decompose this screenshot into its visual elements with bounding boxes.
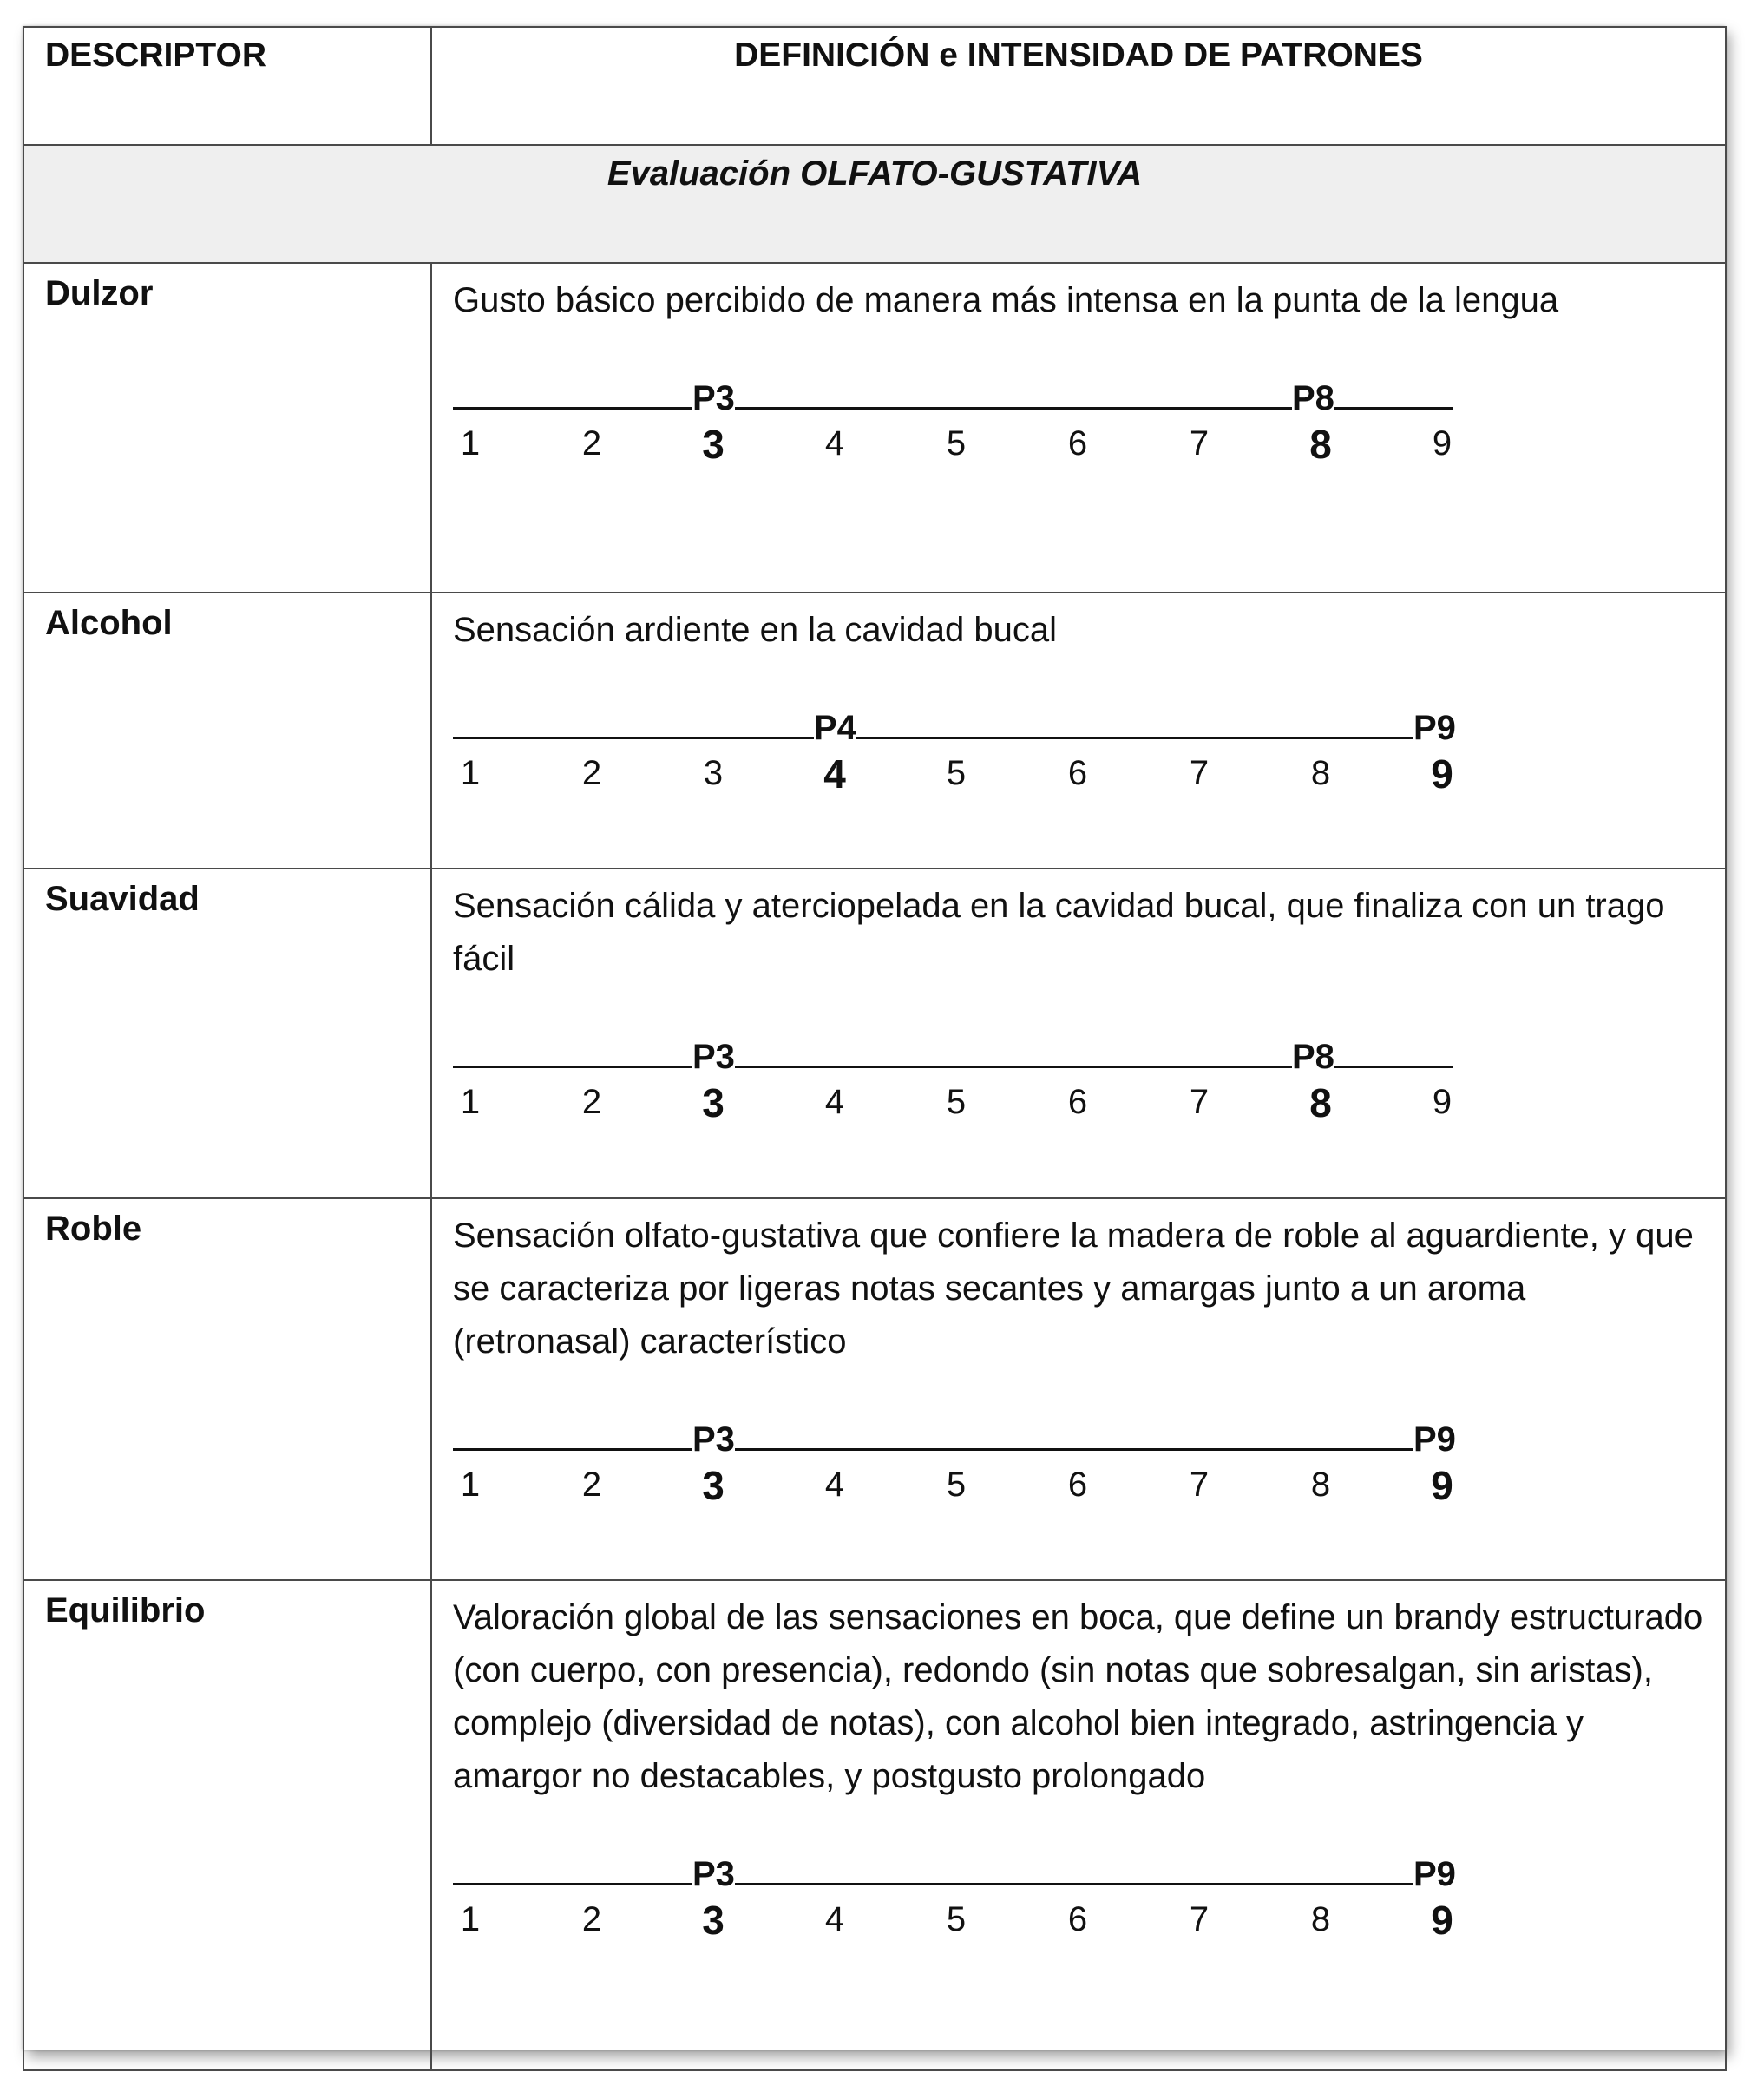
definition-text: Valoración global de las sensaciones en boca, que define un brandy estructurado (con cuerpo, con presencia), redondo (sin notas que sobresalgan, sin aristas), complejo (diversidad de notas), con alcohol bien integrado, astringencia y amargor no destacables, y postgusto prolongado	[453, 1598, 1703, 1795]
definition-text: Sensación olfato-gustativa que confiere la madera de roble al aguardiente, y que se caracteriza por ligeras notas secantes y amargas junto a un aroma (retronasal) característico	[453, 1217, 1694, 1361]
underline-segment	[453, 1852, 692, 1885]
scale-number: 7	[1189, 1466, 1210, 1504]
definition-text: Sensación cálida y aterciopelada en la cavidad bucal, que finaliza con un trago fácil	[453, 887, 1665, 978]
scale-numbers	[453, 1463, 1581, 1518]
scale-number: 5	[946, 1083, 967, 1121]
scale-number-highlighted: 9	[1431, 751, 1453, 797]
definition-text: Sensación ardiente en la cavidad bucal	[453, 611, 1058, 649]
intensity-scale	[453, 705, 1708, 836]
scale-number: 1	[460, 754, 481, 792]
scale-number: 2	[581, 1466, 602, 1504]
scale-number-highlighted: 9	[1431, 1463, 1453, 1508]
scale-number: 2	[581, 424, 602, 462]
scale-numbers	[453, 1900, 1581, 1952]
scale-number-highlighted: 3	[702, 1080, 725, 1125]
header-definicion: DEFINICIÓN e INTENSIDAD DE PATRONES	[431, 27, 1726, 145]
underline-segment	[1334, 376, 1453, 410]
pattern-label: P3	[692, 1420, 735, 1459]
underline-segment	[735, 376, 1292, 410]
table-row	[23, 869, 1726, 1198]
scale-number: 3	[703, 754, 724, 792]
pattern-label: P9	[1413, 1855, 1456, 1893]
underline-segment	[453, 376, 692, 410]
document-page	[23, 26, 1725, 2050]
table-row	[23, 1198, 1726, 1580]
scale-number-highlighted: 8	[1309, 422, 1332, 467]
scale-number-highlighted: 3	[702, 1898, 725, 1943]
pattern-label: P4	[814, 709, 856, 747]
intensity-scale	[453, 1034, 1708, 1164]
pattern-label: P8	[1291, 1038, 1334, 1076]
scale-number: 4	[824, 1083, 845, 1121]
header-descriptor: DESCRIPTOR	[23, 27, 431, 145]
scale-number: 1	[460, 1083, 481, 1121]
scale-number: 4	[824, 1466, 845, 1504]
intensity-scale	[453, 376, 1708, 506]
scale-number: 2	[581, 754, 602, 792]
scale-number: 4	[824, 424, 845, 462]
scale-number: 6	[1067, 1900, 1088, 1938]
scale-number: 8	[1310, 1900, 1331, 1938]
scale-number: 2	[581, 1900, 602, 1938]
scale-number: 6	[1067, 424, 1088, 462]
pattern-label: P3	[692, 1038, 735, 1076]
scale-number-highlighted: 3	[702, 422, 725, 467]
underline-segment	[453, 1417, 692, 1451]
scale-number-highlighted: 8	[1309, 1080, 1332, 1125]
scale-number: 9	[1432, 1083, 1453, 1121]
underline-segment	[735, 1417, 1413, 1451]
intensity-scale	[453, 1417, 1708, 1547]
pattern-line	[453, 705, 1456, 748]
underline-segment	[1334, 1034, 1453, 1068]
scale-number: 5	[946, 1900, 967, 1938]
scale-number: 6	[1067, 754, 1088, 792]
underline-segment	[735, 1034, 1292, 1068]
scale-number: 1	[460, 1466, 481, 1504]
underline-segment	[735, 1852, 1413, 1885]
descriptor-name: Suavidad	[23, 869, 431, 1198]
scale-number: 8	[1310, 1466, 1331, 1504]
scale-number: 5	[946, 1466, 967, 1504]
scale-numbers	[453, 1080, 1581, 1135]
pattern-label: P3	[692, 1855, 735, 1893]
pattern-label: P9	[1413, 1420, 1456, 1459]
scale-numbers	[453, 751, 1581, 806]
definition-cell	[431, 1198, 1726, 1580]
descriptor-name: Equilibrio	[23, 1580, 431, 2070]
pattern-label: P8	[1291, 379, 1334, 417]
intensity-scale	[453, 1852, 1708, 1982]
scale-number: 8	[1310, 754, 1331, 792]
pattern-label: P9	[1413, 709, 1456, 747]
scale-number: 9	[1432, 424, 1453, 462]
table-row	[23, 593, 1726, 869]
scale-number: 5	[946, 424, 967, 462]
scale-number: 5	[946, 754, 967, 792]
scale-number: 1	[460, 1900, 481, 1938]
scale-number: 4	[824, 1900, 845, 1938]
definition-cell	[431, 263, 1726, 593]
underline-segment	[453, 1034, 692, 1068]
scale-number-highlighted: 3	[702, 1463, 725, 1508]
header-row	[23, 27, 1726, 145]
scale-number: 1	[460, 424, 481, 462]
pattern-line	[453, 1417, 1456, 1459]
definition-text: Gusto básico percibido de manera más intensa en la punta de la lengua	[453, 281, 1559, 319]
pattern-line	[453, 376, 1453, 418]
table-row	[23, 1580, 1726, 2070]
scale-number: 6	[1067, 1466, 1088, 1504]
definition-cell	[431, 869, 1726, 1198]
scale-numbers	[453, 424, 1581, 476]
table-row	[23, 263, 1726, 593]
section-title: Evaluación OLFATO-GUSTATIVA	[23, 145, 1726, 263]
scale-number: 7	[1189, 754, 1210, 792]
underline-segment	[453, 705, 814, 739]
section-row	[23, 145, 1726, 263]
descriptor-name: Dulzor	[23, 263, 431, 593]
descriptor-name: Roble	[23, 1198, 431, 1580]
descriptor-table	[23, 26, 1727, 2071]
underline-segment	[856, 705, 1413, 739]
descriptor-name: Alcohol	[23, 593, 431, 869]
scale-number-highlighted: 9	[1431, 1898, 1453, 1943]
scale-number: 7	[1189, 1083, 1210, 1121]
scale-number: 2	[581, 1083, 602, 1121]
pattern-label: P3	[692, 379, 735, 417]
scale-number-highlighted: 4	[823, 751, 846, 797]
scale-number: 6	[1067, 1083, 1088, 1121]
scale-number: 7	[1189, 1900, 1210, 1938]
definition-cell	[431, 593, 1726, 869]
pattern-line	[453, 1034, 1453, 1077]
pattern-line	[453, 1852, 1456, 1894]
definition-cell	[431, 1580, 1726, 2070]
scale-number: 7	[1189, 424, 1210, 462]
